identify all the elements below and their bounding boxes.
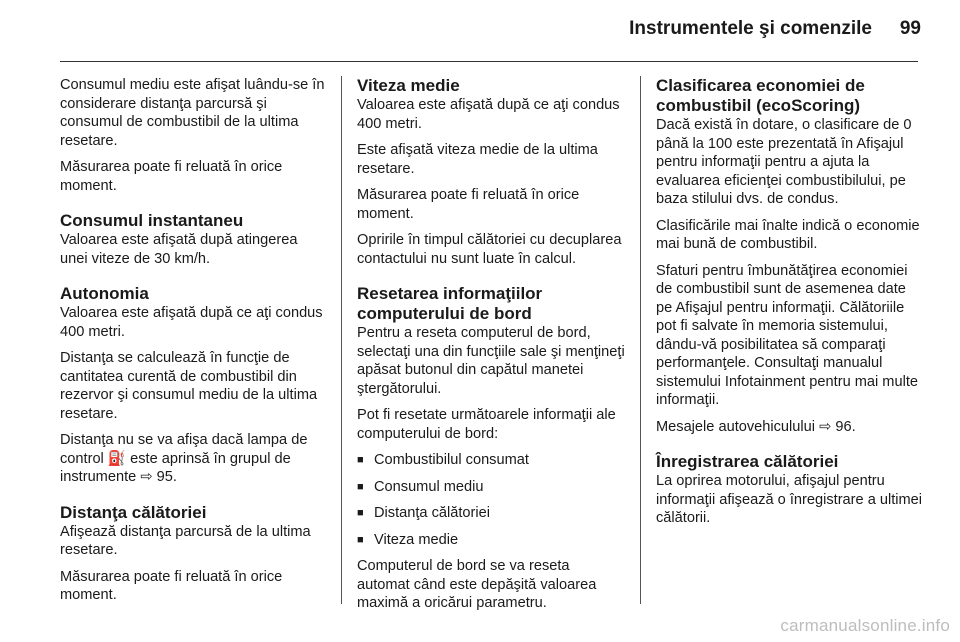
fuel-lamp-icon: ⛽: [107, 449, 127, 467]
section-heading: Înregistrarea călătoriei: [656, 452, 839, 471]
column-left: [60, 76, 327, 613]
paragraph: [656, 418, 924, 437]
paragraph: Afişează distanţa parcursă de la ultima resetare.: [60, 523, 311, 558]
section-eco-scoring: [656, 76, 924, 436]
paragraph: La oprirea motorului, afişajul pentru informaţii afişează o înregistrare a ultimei călătorii.: [656, 473, 923, 526]
paragraph: Consumul mediu este afişat luându-se în considerare distanţa parcursă şi consumul de combustibil de la ultima resetare.: [60, 77, 325, 149]
paragraph: Sfaturi pentru îmbunătăţirea economiei de combustibil sunt de asemenea date pe Afişajul pentru informaţii. Călătoriile pot fi salvate în memoria sistemului, dându-vă posibilitatea să comparaţi performanţele. Consultaţi manualul sistemului Infotainment pentru mai multe informaţii.: [656, 262, 918, 408]
section-heading: Consumul instantaneu: [60, 211, 244, 230]
reference-arrow-icon: ⇨: [819, 417, 832, 435]
column-right: [656, 76, 924, 536]
reference-arrow-icon: ⇨: [140, 468, 153, 485]
list-item: ■ Viteza medie: [357, 531, 625, 550]
paragraph: Computerul de bord se va reseta automat când este depăşită valoarea maximă a oricărui parametru.: [357, 558, 597, 611]
paragraph: [60, 431, 327, 487]
paragraph: Dacă există în dotare, o clasificare de 0 până la 100 este prezentată în Afişajul pentru informaţii pentru a ajuta la evaluarea eficienţei combustibilului, pe baza stilului dvs. de condus.: [656, 117, 912, 207]
section-trip-record: [656, 452, 924, 528]
list-item: ■ Distanţa călătoriei: [357, 504, 625, 523]
header-rule: [60, 61, 918, 62]
page-header: [0, 16, 960, 46]
text-run: Mesajele autovehiculului: [656, 418, 816, 435]
header-title: Instrumentele şi comenzile: [629, 18, 872, 39]
paragraph: Valoarea este afişată după atingerea unei viteze de 30 km/h.: [60, 232, 298, 267]
reset-items-list: [357, 451, 625, 549]
page-reference-link[interactable]: 96.: [835, 418, 856, 435]
section-heading: Resetarea informaţiilor computerului de bord: [357, 284, 543, 323]
section-average-speed: [357, 76, 625, 268]
column-middle: [357, 76, 625, 621]
section-instant-consumption: [60, 211, 327, 268]
section-heading: Viteza medie: [357, 76, 460, 95]
section-range: [60, 284, 327, 487]
site-watermark: carmanualsonline.info: [780, 616, 950, 635]
section-heading: Distanţa călătoriei: [60, 502, 207, 522]
paragraph: Pot fi resetate următoarele informaţii ale computerului de bord:: [357, 407, 616, 442]
list-item: ■ Consumul mediu: [357, 478, 625, 497]
section-trip-distance: [60, 503, 327, 605]
list-item: ■ Combustibilul consumat: [357, 451, 625, 470]
paragraph: Este afişată viteza medie de la ultima resetare.: [357, 142, 598, 177]
paragraph: Pentru a reseta computerul de bord, selectaţi una din funcţiile sale şi menţineţi apăsat butonul din capătul manetei ştergătorului.: [357, 325, 625, 397]
text-run: este aprinsă în grupul de instrumente: [60, 450, 291, 485]
column-divider: [640, 76, 641, 604]
paragraph: Valoarea este afişată după ce aţi condus 400 metri.: [60, 305, 323, 340]
text-run: Distanţa nu se va afişa dacă lampa de control: [60, 432, 308, 467]
page-number: 99: [899, 18, 921, 39]
paragraph: Măsurarea poate fi reluată în orice moment.: [60, 159, 283, 194]
section-reset-trip-computer: [357, 284, 625, 613]
paragraph: Opririle în timpul călătoriei cu decuplarea contactului nu sunt luate în calcul.: [357, 232, 622, 267]
page-reference-link[interactable]: 95.: [156, 469, 177, 485]
paragraph: Valoarea este afişată după ce aţi condus 400 metri.: [357, 97, 620, 132]
section-heading: Clasificarea economiei de combustibil (ecoScoring): [656, 76, 865, 115]
section-heading: Autonomia: [60, 284, 149, 303]
paragraph: Clasificările mai înalte indică o economie mai bună de combustibil.: [656, 217, 920, 252]
paragraph: Măsurarea poate fi reluată în orice moment.: [60, 568, 283, 603]
paragraph: Măsurarea poate fi reluată în orice moment.: [357, 187, 580, 222]
column-divider: [341, 76, 342, 604]
paragraph: Distanţa se calculează în funcţie de cantitatea curentă de combustibil din rezervor şi consumul mediu de la ultima resetare.: [60, 350, 318, 422]
intro-section: [60, 76, 327, 195]
